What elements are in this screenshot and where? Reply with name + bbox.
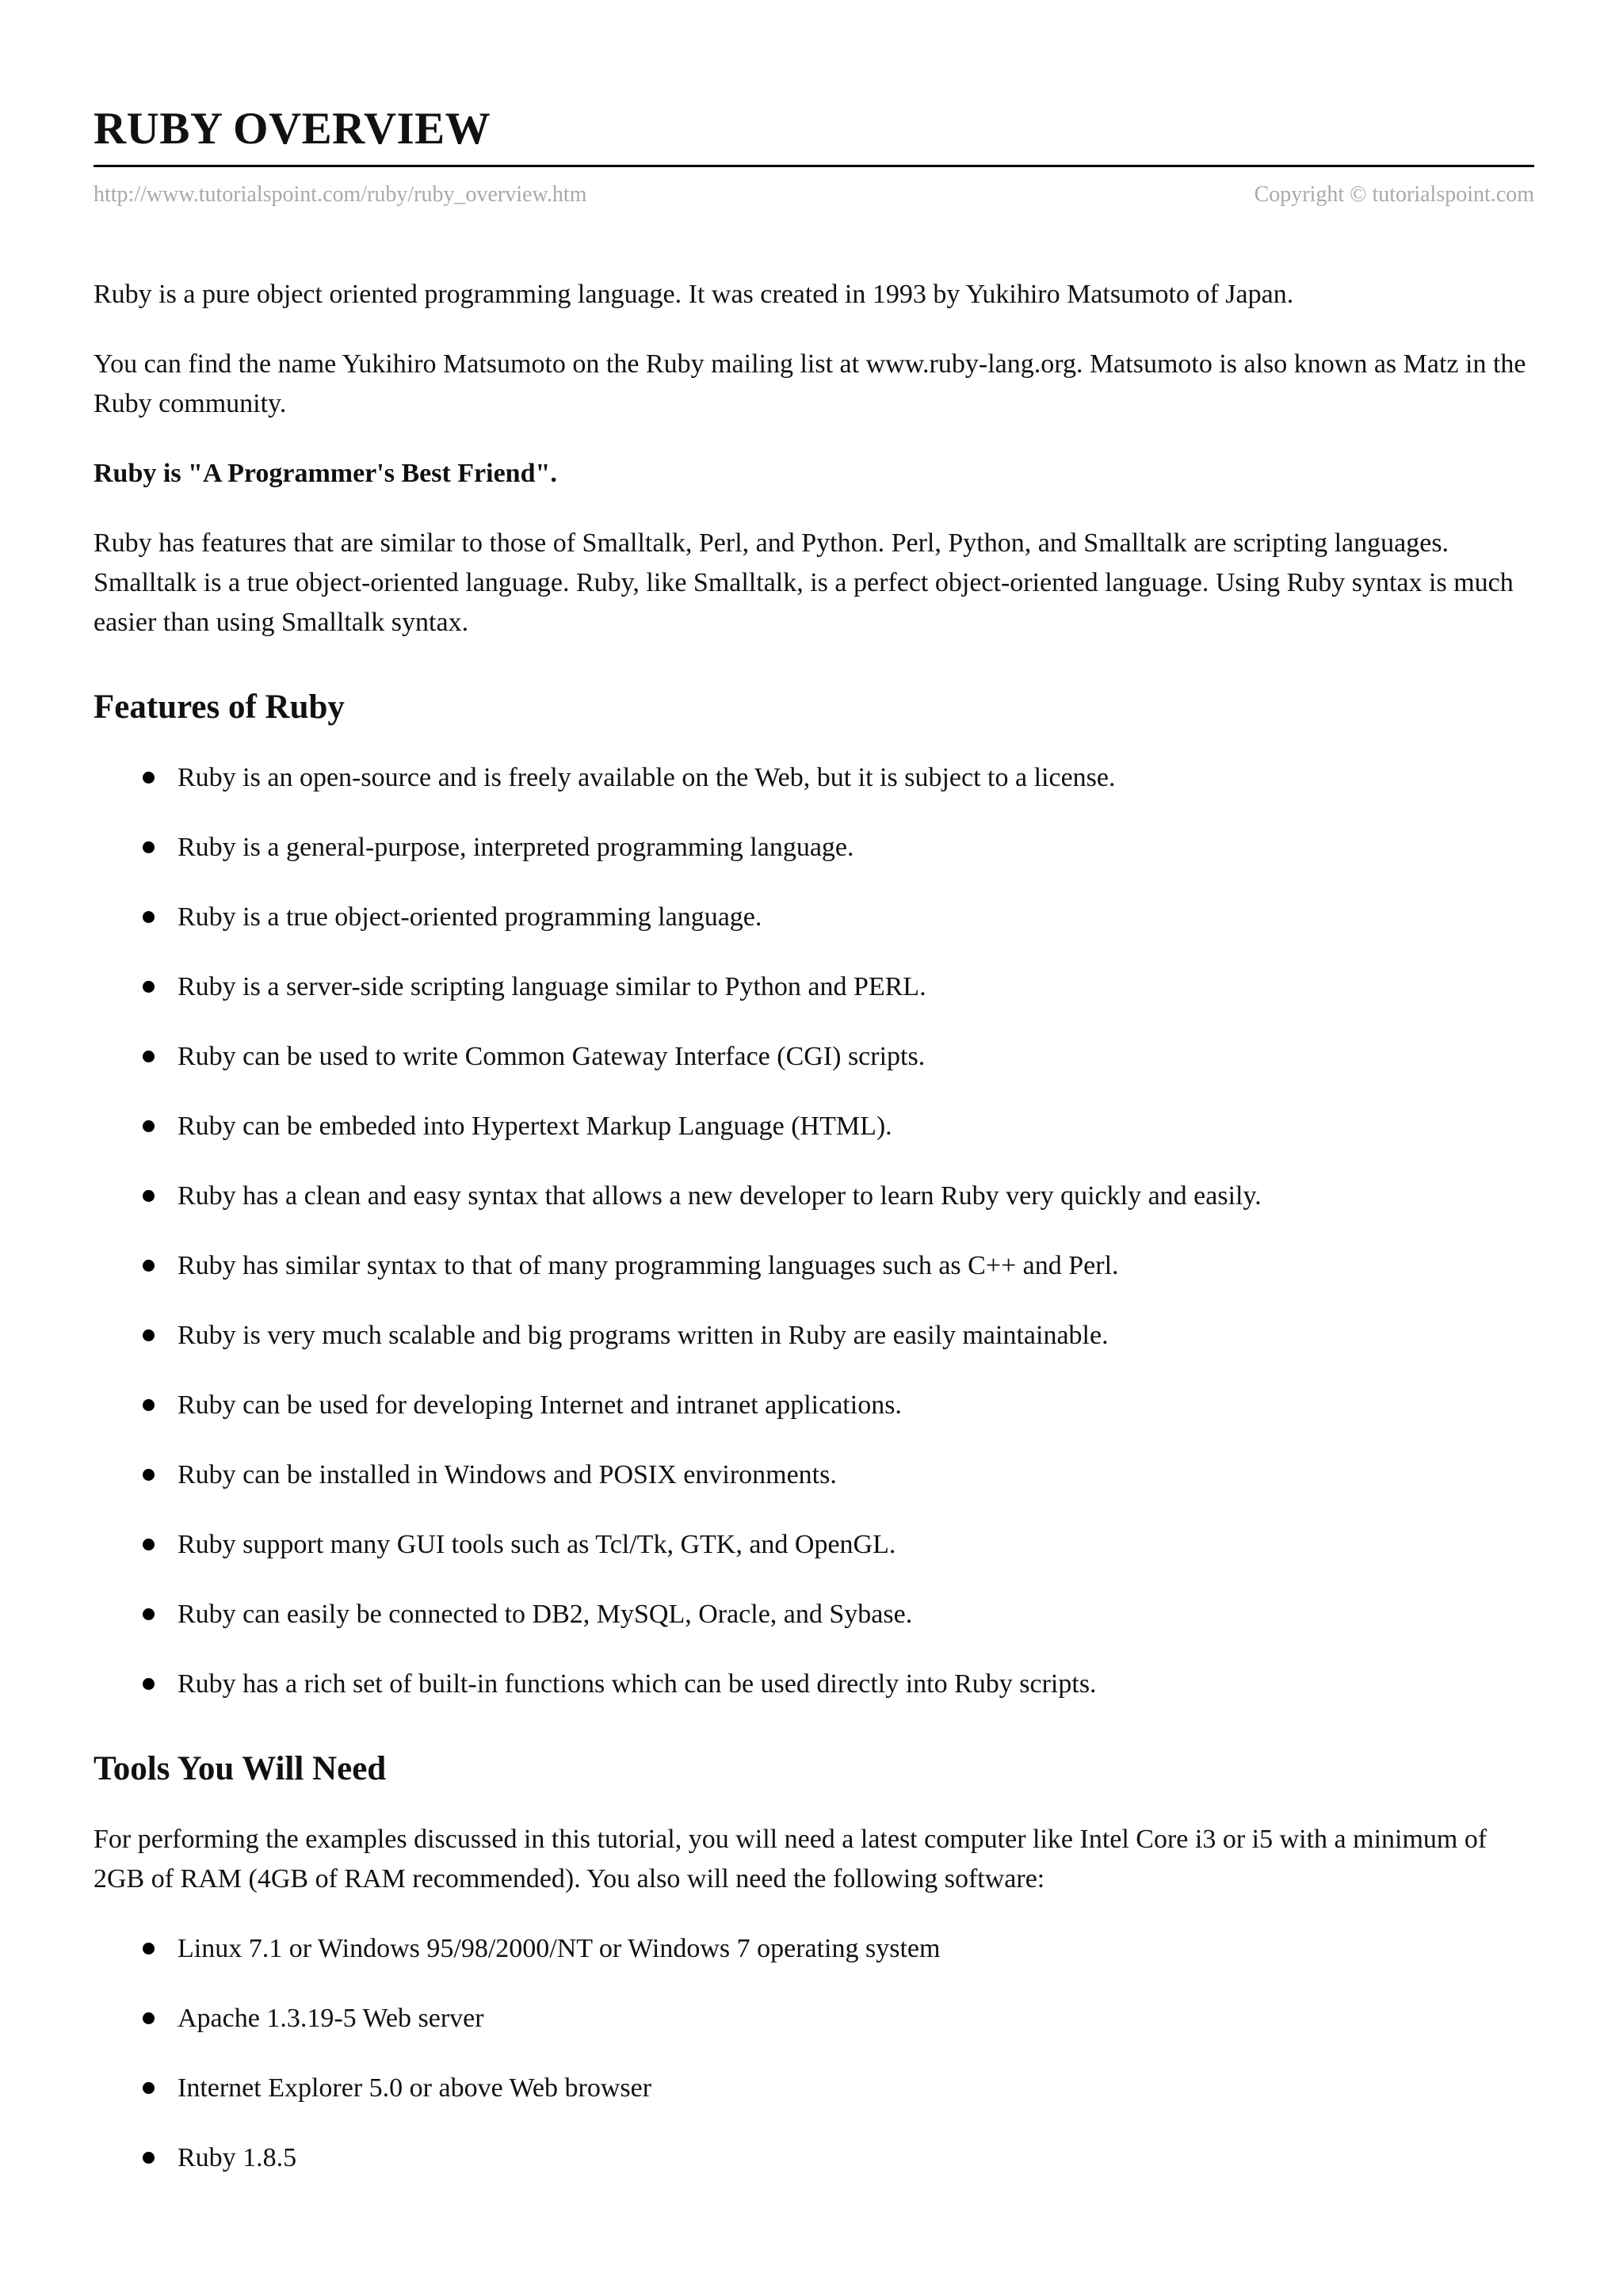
- list-item: [94, 1999, 1534, 2039]
- bullet-icon: [143, 841, 155, 853]
- list-item-text: Ruby has a clean and easy syntax that allows a new developer to learn Ruby very quickly and easily.: [178, 1181, 1262, 1211]
- bullet-icon: [143, 911, 155, 923]
- bullet-icon: [143, 1469, 155, 1481]
- list-item-text: Ruby 1.8.5: [178, 2143, 297, 2172]
- intro-paragraph-2: You can find the name Yukihiro Matsumoto on the Ruby mailing list at www.ruby-lang.org. Matsumoto is also known as Matz in the Ruby community.: [94, 349, 1526, 418]
- bullet-icon: [143, 772, 155, 784]
- list-item: [94, 967, 1534, 1007]
- list-item: [94, 1177, 1534, 1216]
- list-item: [94, 2138, 1534, 2178]
- bullet-icon: [143, 1329, 155, 1341]
- intro-paragraph-4: Ruby has features that are similar to those of Smalltalk, Perl, and Python. Perl, Python, and Smalltalk are scripting languages. Smalltalk is a true object-oriented language. Ruby, like Smalltalk, is a perfect object-oriented language. Using Ruby syntax is much easier than using Smalltalk syntax.: [94, 528, 1514, 637]
- tools-list: [94, 1929, 1534, 2178]
- bullet-icon: [143, 1539, 155, 1550]
- list-item: [94, 1386, 1534, 1425]
- list-item: [94, 2069, 1534, 2108]
- list-item: [94, 828, 1534, 868]
- list-item: [94, 1316, 1534, 1356]
- page-meta: [94, 181, 1534, 208]
- bullet-icon: [143, 1190, 155, 1202]
- list-item-text: Ruby can easily be connected to DB2, MySQL, Oracle, and Sybase.: [178, 1600, 913, 1629]
- main-content: [94, 275, 1534, 2178]
- list-item: [94, 1246, 1534, 1286]
- title-divider: [94, 165, 1534, 167]
- list-item-text: Ruby support many GUI tools such as Tcl/Tk, GTK, and OpenGL.: [178, 1530, 896, 1559]
- features-heading: Features of Ruby: [94, 688, 345, 726]
- list-item: [94, 898, 1534, 937]
- list-item: [94, 1595, 1534, 1634]
- list-item-text: Ruby can be used for developing Internet and intranet applications.: [178, 1390, 902, 1420]
- list-item-text: Apache 1.3.19-5 Web server: [178, 2004, 484, 2033]
- bullet-icon: [143, 2152, 155, 2164]
- list-item-text: Ruby is a true object-oriented programming language.: [178, 902, 762, 932]
- list-item-text: Ruby is very much scalable and big programs written in Ruby are easily maintainable.: [178, 1321, 1109, 1350]
- bullet-icon: [143, 1051, 155, 1062]
- list-item: [94, 1525, 1534, 1565]
- list-item-text: Ruby is a general-purpose, interpreted programming language.: [178, 833, 854, 862]
- list-item-text: Ruby is an open-source and is freely available on the Web, but it is subject to a license.: [178, 763, 1116, 792]
- bullet-icon: [143, 1120, 155, 1132]
- tools-paragraph: For performing the examples discussed in this tutorial, you will need a latest computer like Intel Core i3 or i5 with a minimum of 2GB of RAM (4GB of RAM recommended). You also will need the following software:: [94, 1825, 1487, 1894]
- list-item-text: Ruby has similar syntax to that of many programming languages such as C++ and Perl.: [178, 1251, 1119, 1280]
- list-item-text: Ruby is a server-side scripting language similar to Python and PERL.: [178, 972, 926, 1001]
- bullet-icon: [143, 1260, 155, 1272]
- page-title: RUBY OVERVIEW: [94, 104, 491, 154]
- list-item: [94, 1455, 1534, 1495]
- list-item-text: Ruby can be used to write Common Gateway Interface (CGI) scripts.: [178, 1042, 926, 1071]
- bullet-icon: [143, 981, 155, 993]
- list-item-text: Internet Explorer 5.0 or above Web browser: [178, 2073, 652, 2103]
- features-list: [94, 758, 1534, 1704]
- bullet-icon: [143, 1608, 155, 1620]
- list-item: [94, 1929, 1534, 1969]
- list-item-text: Ruby can be embeded into Hypertext Markup Language (HTML).: [178, 1112, 892, 1141]
- bullet-icon: [143, 1943, 155, 1955]
- bullet-icon: [143, 2012, 155, 2024]
- tagline-paragraph: Ruby is "A Programmer's Best Friend".: [94, 459, 557, 488]
- bullet-icon: [143, 1399, 155, 1411]
- intro-paragraph-1: Ruby is a pure object oriented programming language. It was created in 1993 by Yukihiro Matsumoto of Japan.: [94, 280, 1294, 309]
- list-item: [94, 758, 1534, 798]
- tools-heading: Tools You Will Need: [94, 1750, 387, 1787]
- bullet-icon: [143, 2082, 155, 2094]
- list-item: [94, 1665, 1534, 1704]
- copyright-notice: Copyright © tutorialspoint.com: [1254, 182, 1534, 207]
- list-item: [94, 1037, 1534, 1077]
- list-item-text: Ruby has a rich set of built-in functions which can be used directly into Ruby scripts.: [178, 1669, 1097, 1699]
- source-url[interactable]: http://www.tutorialspoint.com/ruby/ruby_overview.htm: [94, 182, 587, 207]
- list-item-text: Linux 7.1 or Windows 95/98/2000/NT or Windows 7 operating system: [178, 1934, 941, 1963]
- list-item: [94, 1107, 1534, 1146]
- bullet-icon: [143, 1678, 155, 1690]
- list-item-text: Ruby can be installed in Windows and POSIX environments.: [178, 1460, 837, 1489]
